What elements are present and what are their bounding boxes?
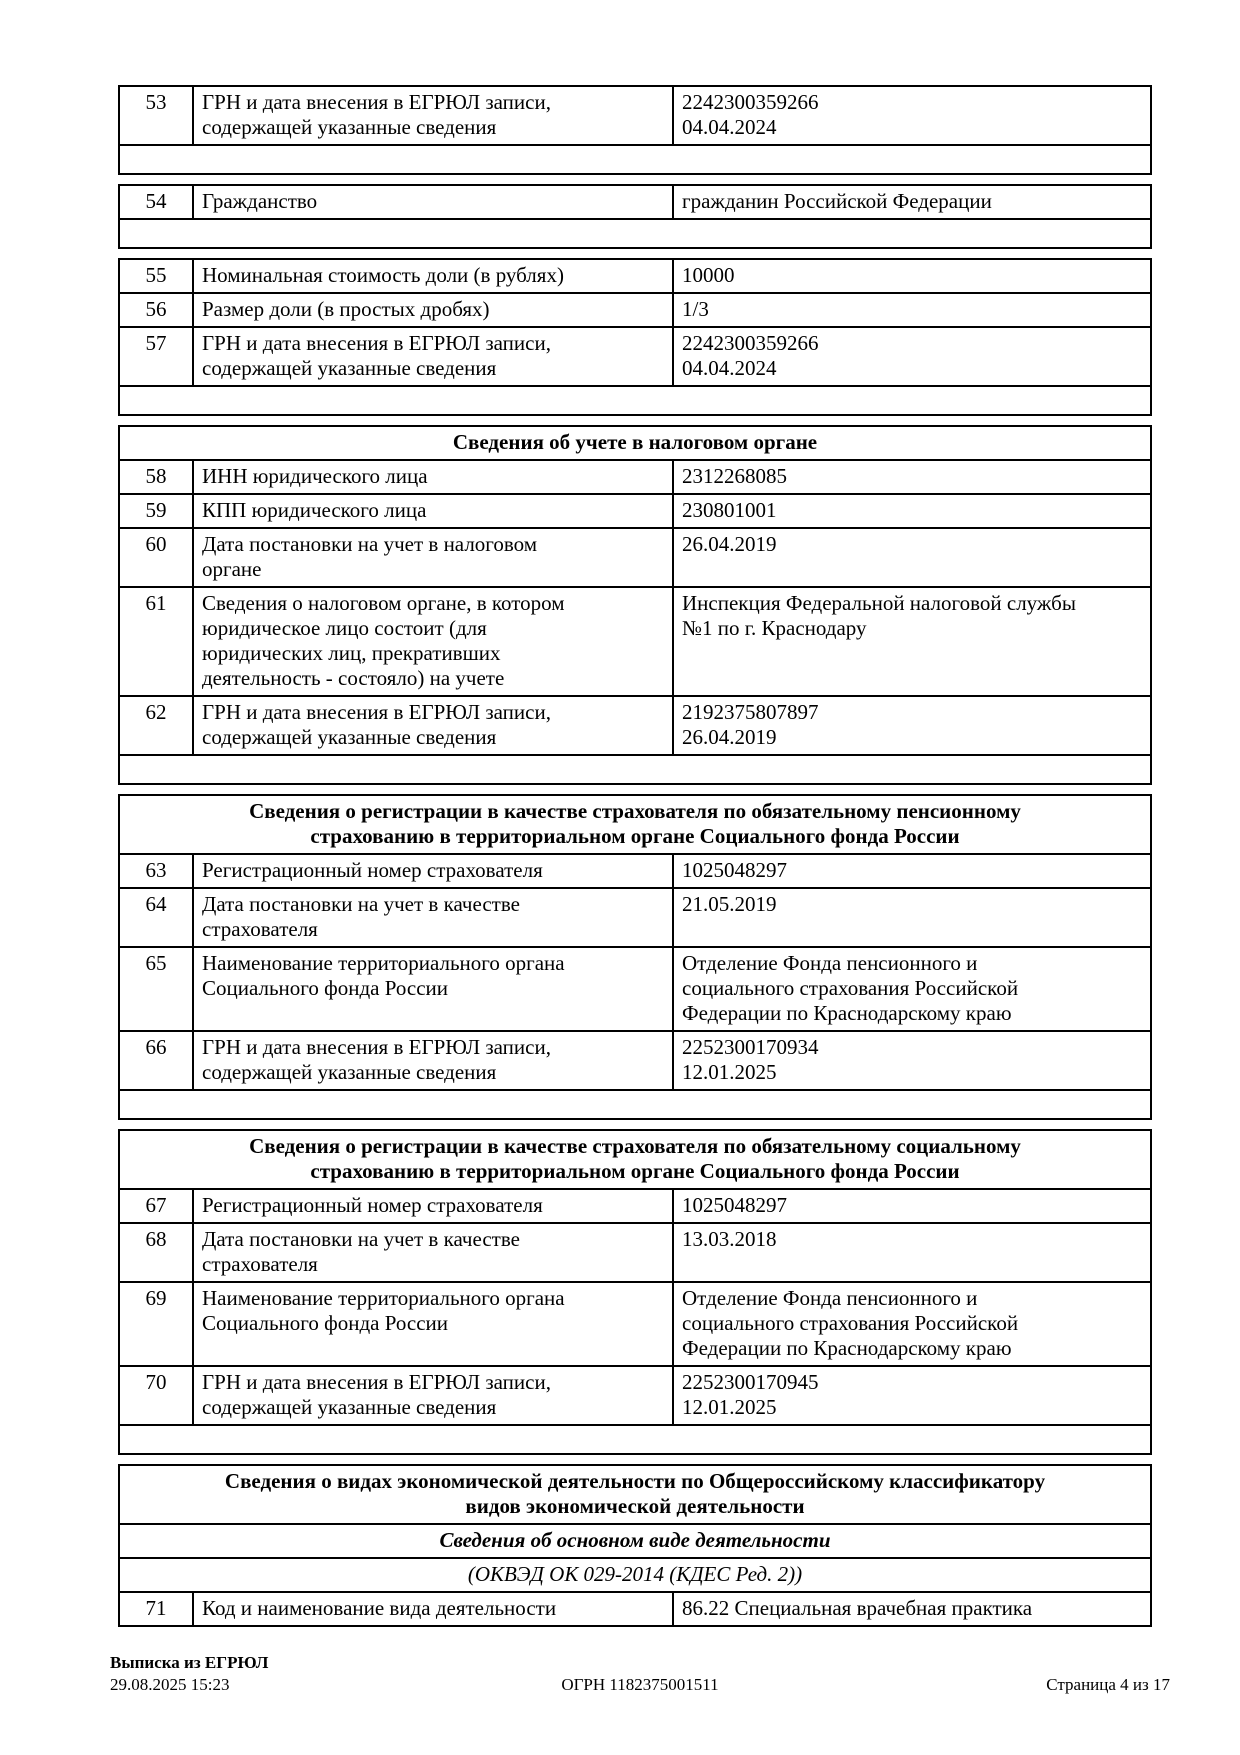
row-value-line: 2252300170934 [682, 1035, 819, 1059]
row-value-line: 04.04.2024 [682, 356, 777, 380]
table-block-2 [118, 184, 1152, 249]
section-header [120, 1466, 1150, 1523]
row-label-line: Сведения о налоговом органе, в котором [202, 591, 565, 615]
section-header-line: (ОКВЭД ОК 029-2014 (КДЕС Ред. 2)) [467, 1562, 803, 1586]
table-row-60 [120, 527, 1150, 586]
table-row-59 [120, 493, 1150, 527]
section-header [120, 1131, 1150, 1188]
row-value-cell [672, 588, 1150, 695]
row-value-cell [672, 1224, 1150, 1281]
row-label-cell [192, 889, 672, 946]
footer-left [110, 1652, 463, 1696]
spacer-row [120, 1089, 1150, 1118]
egrul-table [118, 85, 1152, 1636]
table-row-69 [120, 1281, 1150, 1365]
row-value-cell [672, 948, 1150, 1030]
footer-generated-timestamp: 29.08.2025 15:23 [110, 1675, 230, 1694]
row-value-cell [672, 529, 1150, 586]
section-header-line: Сведения о регистрации в качестве страхователя по обязательному пенсионному [249, 799, 1021, 823]
row-value-line: 1/3 [682, 297, 709, 321]
spacer-row [120, 754, 1150, 783]
table-row-65 [120, 946, 1150, 1030]
row-label-line: Регистрационный номер страхователя [202, 858, 543, 882]
row-label-cell [192, 328, 672, 385]
section-header-line: Сведения об основном виде деятельности [439, 1528, 831, 1552]
table-row-55 [120, 260, 1150, 292]
row-label-line: ГРН и дата внесения в ЕГРЮЛ записи, [202, 700, 551, 724]
row-label-line: содержащей указанные сведения [202, 115, 497, 139]
row-number-cell: 60 [145, 532, 167, 556]
table-row-57 [120, 326, 1150, 385]
row-number-cell: 54 [145, 189, 167, 213]
row-label-line: ИНН юридического лица [202, 464, 428, 488]
row-label-line: ГРН и дата внесения в ЕГРЮЛ записи, [202, 1035, 551, 1059]
row-value-cell [672, 186, 1150, 218]
row-label-line: страхователя [202, 1252, 318, 1276]
table-block-4 [118, 425, 1152, 785]
row-label-line: Наименование территориального органа [202, 1286, 565, 1310]
row-label-line: юридических лиц, прекративших [202, 641, 501, 665]
row-label-cell [192, 1224, 672, 1281]
spacer-row [120, 218, 1150, 247]
row-value-cell [672, 889, 1150, 946]
row-value-cell [672, 697, 1150, 754]
row-label-cell [192, 294, 672, 326]
row-value-line: гражданин Российской Федерации [682, 189, 992, 213]
row-label-line: Социального фонда России [202, 976, 449, 1000]
page-footer [110, 1652, 1170, 1696]
row-label-line: юридическое лицо состоит (для [202, 616, 487, 640]
row-value-line: 1025048297 [682, 858, 787, 882]
row-label-line: Гражданство [202, 189, 318, 213]
row-value-cell [672, 1032, 1150, 1089]
section-header [120, 1557, 1150, 1591]
row-number-cell: 62 [145, 700, 167, 724]
row-number-cell: 53 [145, 90, 167, 114]
table-block-7 [118, 1464, 1152, 1627]
row-label-cell [192, 948, 672, 1030]
row-label-line: Дата постановки на учет в качестве [202, 892, 520, 916]
section-header-line: Сведения о видах экономической деятельности по Общероссийскому классификатору [224, 1469, 1046, 1493]
row-number-cell: 56 [145, 297, 167, 321]
section-header-line: видов экономической деятельности [465, 1494, 805, 1518]
spacer-row [120, 385, 1150, 414]
row-label-cell [192, 1032, 672, 1089]
row-label-cell [192, 1283, 672, 1365]
table-row-53 [120, 87, 1150, 144]
row-label-cell [192, 855, 672, 887]
table-row-70 [120, 1365, 1150, 1424]
row-value-cell [672, 1593, 1150, 1625]
row-value-line: 2252300170945 [682, 1370, 819, 1394]
row-value-line: 230801001 [682, 498, 777, 522]
table-row-54 [120, 186, 1150, 218]
row-label-cell [192, 186, 672, 218]
table-row-58 [120, 459, 1150, 493]
row-value-line: 2192375807897 [682, 700, 819, 724]
row-value-line: 1025048297 [682, 1193, 787, 1217]
table-row-56 [120, 292, 1150, 326]
row-value-line: 2242300359266 [682, 90, 819, 114]
row-value-cell [672, 87, 1150, 144]
row-label-line: ГРН и дата внесения в ЕГРЮЛ записи, [202, 1370, 551, 1394]
row-number-cell: 70 [145, 1370, 167, 1394]
row-label-line: Номинальная стоимость доли (в рублях) [202, 263, 564, 287]
row-value-line: социального страхования Российской [682, 976, 1019, 1000]
row-label-cell [192, 87, 672, 144]
row-label-line: страхователя [202, 917, 318, 941]
table-block-1 [118, 85, 1152, 175]
row-value-line: 04.04.2024 [682, 115, 777, 139]
row-number-cell: 65 [145, 951, 167, 975]
row-value-line: Инспекция Федеральной налоговой службы [682, 591, 1076, 615]
footer-doc-type: Выписка из ЕГРЮЛ [110, 1653, 269, 1672]
row-number-cell: 61 [145, 591, 167, 615]
row-label-cell [192, 1190, 672, 1222]
row-label-line: деятельность - состояло) на учете [202, 666, 505, 690]
row-value-line: социального страхования Российской [682, 1311, 1019, 1335]
row-value-cell [672, 461, 1150, 493]
row-number-cell: 71 [145, 1596, 167, 1620]
table-row-63 [120, 853, 1150, 887]
row-number-cell: 57 [145, 331, 167, 355]
row-value-cell [672, 260, 1150, 292]
table-row-66 [120, 1030, 1150, 1089]
row-number-cell: 68 [145, 1227, 167, 1251]
table-row-61 [120, 586, 1150, 695]
row-value-cell [672, 1367, 1150, 1424]
row-label-line: Код и наименование вида деятельности [202, 1596, 557, 1620]
row-label-cell [192, 260, 672, 292]
row-number-cell: 64 [145, 892, 167, 916]
row-value-line: Отделение Фонда пенсионного и [682, 951, 978, 975]
row-label-cell [192, 495, 672, 527]
row-value-line: 86.22 Специальная врачебная практика [682, 1596, 1033, 1620]
row-number-cell: 59 [145, 498, 167, 522]
row-value-cell [672, 1190, 1150, 1222]
row-label-line: органе [202, 557, 262, 581]
row-label-line: Дата постановки на учет в качестве [202, 1227, 520, 1251]
row-label-cell [192, 588, 672, 695]
row-value-line: 13.03.2018 [682, 1227, 777, 1251]
row-value-cell [672, 1283, 1150, 1365]
table-row-64 [120, 887, 1150, 946]
row-label-line: ГРН и дата внесения в ЕГРЮЛ записи, [202, 90, 551, 114]
section-header-line: страхованию в территориальном органе Социального фонда России [310, 824, 960, 848]
row-label-line: содержащей указанные сведения [202, 1395, 497, 1419]
row-label-line: ГРН и дата внесения в ЕГРЮЛ записи, [202, 331, 551, 355]
row-label-line: КПП юридического лица [202, 498, 427, 522]
row-number-cell: 55 [145, 263, 167, 287]
footer-page-number: Страница 4 из 17 [1046, 1675, 1170, 1694]
table-row-67 [120, 1188, 1150, 1222]
row-value-line: 12.01.2025 [682, 1395, 777, 1419]
row-value-line: Федерации по Краснодарскому краю [682, 1336, 1012, 1360]
row-label-line: Наименование территориального органа [202, 951, 565, 975]
row-value-cell [672, 328, 1150, 385]
row-value-line: 12.01.2025 [682, 1060, 777, 1084]
row-label-line: содержащей указанные сведения [202, 356, 497, 380]
table-row-68 [120, 1222, 1150, 1281]
row-value-cell [672, 294, 1150, 326]
row-value-line: 2242300359266 [682, 331, 819, 355]
row-label-line: содержащей указанные сведения [202, 725, 497, 749]
row-label-line: Социального фонда России [202, 1311, 449, 1335]
row-value-line: 21.05.2019 [682, 892, 777, 916]
section-header-line: Сведения о регистрации в качестве страхователя по обязательному социальному [249, 1134, 1021, 1158]
row-number-cell: 66 [145, 1035, 167, 1059]
row-label-line: содержащей указанные сведения [202, 1060, 497, 1084]
row-number-cell: 63 [145, 858, 167, 882]
row-label-cell [192, 461, 672, 493]
section-header [120, 796, 1150, 853]
row-label-line: Дата постановки на учет в налоговом [202, 532, 538, 556]
row-value-line: Федерации по Краснодарскому краю [682, 1001, 1012, 1025]
spacer-row [120, 1424, 1150, 1453]
section-header-line: страхованию в территориальном органе Социального фонда России [310, 1159, 960, 1183]
row-value-line: 10000 [682, 263, 735, 287]
section-header-line: Сведения об учете в налоговом органе [452, 430, 818, 454]
row-label-cell [192, 529, 672, 586]
row-value-cell [672, 495, 1150, 527]
footer-ogrn: ОГРН 1182375001511 [561, 1675, 719, 1694]
table-block-5 [118, 794, 1152, 1120]
row-value-cell [672, 855, 1150, 887]
table-block-3 [118, 258, 1152, 416]
row-number-cell: 67 [145, 1193, 167, 1217]
row-value-line: 2312268085 [682, 464, 787, 488]
row-label-cell [192, 1593, 672, 1625]
row-label-cell [192, 1367, 672, 1424]
row-number-cell: 69 [145, 1286, 167, 1310]
row-value-line: 26.04.2019 [682, 725, 777, 749]
table-row-62 [120, 695, 1150, 754]
row-value-line: №1 по г. Краснодару [682, 616, 867, 640]
row-value-line: 26.04.2019 [682, 532, 777, 556]
row-value-line: Отделение Фонда пенсионного и [682, 1286, 978, 1310]
table-row-71 [120, 1591, 1150, 1625]
spacer-row [120, 144, 1150, 173]
row-label-line: Размер доли (в простых дробях) [202, 297, 490, 321]
section-header [120, 1523, 1150, 1557]
table-block-6 [118, 1129, 1152, 1455]
row-label-cell [192, 697, 672, 754]
section-header [120, 427, 1150, 459]
row-label-line: Регистрационный номер страхователя [202, 1193, 543, 1217]
row-number-cell: 58 [145, 464, 167, 488]
